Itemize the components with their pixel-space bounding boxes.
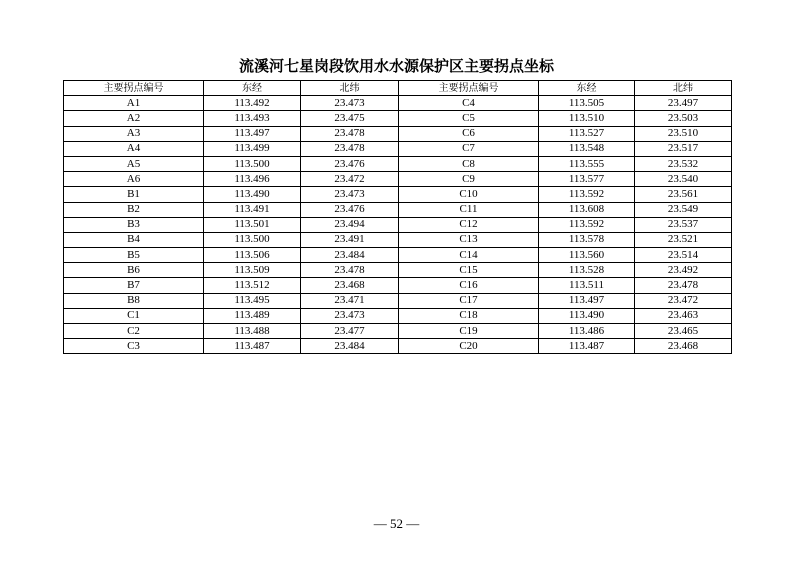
table-row — [64, 339, 732, 354]
cell-longitude-right: 113.555 — [539, 156, 635, 171]
header-latitude-right: 北纬 — [635, 81, 732, 96]
cell-point-id-right: C18 — [399, 308, 539, 323]
cell-latitude-left: 23.484 — [301, 339, 399, 354]
cell-longitude-right: 113.608 — [539, 202, 635, 217]
cell-latitude-left: 23.478 — [301, 141, 399, 156]
cell-longitude-right: 113.548 — [539, 141, 635, 156]
cell-latitude-left: 23.478 — [301, 263, 399, 278]
table-row — [64, 172, 732, 187]
cell-point-id-right: C5 — [399, 111, 539, 126]
cell-point-id-right: C7 — [399, 141, 539, 156]
cell-point-id-left: C1 — [64, 308, 204, 323]
cell-point-id-right: C16 — [399, 278, 539, 293]
cell-longitude-left: 113.496 — [204, 172, 301, 187]
page-number: — 52 — — [373, 516, 420, 531]
cell-point-id-left: B7 — [64, 278, 204, 293]
cell-point-id-left: B1 — [64, 187, 204, 202]
cell-point-id-right: C19 — [399, 324, 539, 339]
cell-longitude-left: 113.492 — [204, 96, 301, 111]
cell-longitude-left: 113.497 — [204, 126, 301, 141]
cell-longitude-right: 113.490 — [539, 308, 635, 323]
table-row — [64, 96, 732, 111]
cell-latitude-right: 23.503 — [635, 111, 732, 126]
cell-longitude-left: 113.506 — [204, 248, 301, 263]
cell-latitude-right: 23.478 — [635, 278, 732, 293]
cell-point-id-right: C20 — [399, 339, 539, 354]
cell-latitude-left: 23.472 — [301, 172, 399, 187]
header-longitude-left: 东经 — [204, 81, 301, 96]
cell-latitude-right: 23.521 — [635, 232, 732, 247]
cell-latitude-right: 23.540 — [635, 172, 732, 187]
cell-longitude-right: 113.487 — [539, 339, 635, 354]
cell-point-id-right: C15 — [399, 263, 539, 278]
cell-longitude-left: 113.488 — [204, 324, 301, 339]
cell-latitude-right: 23.514 — [635, 248, 732, 263]
cell-longitude-right: 113.527 — [539, 126, 635, 141]
cell-longitude-right: 113.592 — [539, 187, 635, 202]
cell-point-id-left: C3 — [64, 339, 204, 354]
header-longitude-right: 东经 — [539, 81, 635, 96]
cell-point-id-right: C17 — [399, 293, 539, 308]
cell-point-id-right: C9 — [399, 172, 539, 187]
cell-point-id-left: A2 — [64, 111, 204, 126]
cell-longitude-right: 113.528 — [539, 263, 635, 278]
cell-longitude-left: 113.501 — [204, 217, 301, 232]
cell-latitude-right: 23.517 — [635, 141, 732, 156]
table-header-row — [64, 81, 732, 96]
cell-point-id-left: A3 — [64, 126, 204, 141]
cell-longitude-right: 113.578 — [539, 232, 635, 247]
cell-point-id-left: B6 — [64, 263, 204, 278]
header-latitude-left: 北纬 — [301, 81, 399, 96]
cell-latitude-right: 23.537 — [635, 217, 732, 232]
cell-latitude-left: 23.484 — [301, 248, 399, 263]
cell-longitude-left: 113.512 — [204, 278, 301, 293]
cell-point-id-right: C13 — [399, 232, 539, 247]
cell-latitude-right: 23.510 — [635, 126, 732, 141]
cell-latitude-left: 23.478 — [301, 126, 399, 141]
cell-latitude-left: 23.477 — [301, 324, 399, 339]
cell-latitude-left: 23.471 — [301, 293, 399, 308]
cell-longitude-right: 113.505 — [539, 96, 635, 111]
cell-longitude-left: 113.487 — [204, 339, 301, 354]
cell-point-id-right: C11 — [399, 202, 539, 217]
cell-point-id-left: A6 — [64, 172, 204, 187]
cell-longitude-right: 113.486 — [539, 324, 635, 339]
table-row — [64, 111, 732, 126]
page-title: 流溪河七星岗段饮用水水源保护区主要拐点坐标 — [238, 57, 554, 75]
cell-longitude-left: 113.495 — [204, 293, 301, 308]
cell-longitude-left: 113.489 — [204, 308, 301, 323]
cell-latitude-left: 23.494 — [301, 217, 399, 232]
header-point-id-left: 主要拐点编号 — [64, 81, 204, 96]
table-row — [64, 293, 732, 308]
table-row — [64, 126, 732, 141]
cell-point-id-right: C12 — [399, 217, 539, 232]
header-point-id-right: 主要拐点编号 — [399, 81, 539, 96]
cell-point-id-left: A1 — [64, 96, 204, 111]
coordinates-table — [63, 80, 732, 354]
cell-point-id-left: C2 — [64, 324, 204, 339]
cell-latitude-right: 23.497 — [635, 96, 732, 111]
cell-latitude-right: 23.561 — [635, 187, 732, 202]
cell-longitude-right: 113.511 — [539, 278, 635, 293]
table-row — [64, 324, 732, 339]
cell-point-id-left: A4 — [64, 141, 204, 156]
cell-longitude-left: 113.490 — [204, 187, 301, 202]
cell-latitude-left: 23.473 — [301, 308, 399, 323]
cell-point-id-left: B4 — [64, 232, 204, 247]
cell-longitude-right: 113.577 — [539, 172, 635, 187]
cell-latitude-left: 23.473 — [301, 187, 399, 202]
cell-longitude-right: 113.560 — [539, 248, 635, 263]
cell-longitude-left: 113.500 — [204, 232, 301, 247]
cell-latitude-right: 23.465 — [635, 324, 732, 339]
cell-latitude-left: 23.476 — [301, 156, 399, 171]
table-row — [64, 248, 732, 263]
table-row — [64, 308, 732, 323]
cell-latitude-right: 23.532 — [635, 156, 732, 171]
cell-point-id-left: B5 — [64, 248, 204, 263]
cell-longitude-left: 113.499 — [204, 141, 301, 156]
cell-point-id-left: B3 — [64, 217, 204, 232]
cell-longitude-left: 113.509 — [204, 263, 301, 278]
cell-longitude-left: 113.491 — [204, 202, 301, 217]
cell-latitude-left: 23.468 — [301, 278, 399, 293]
table-row — [64, 187, 732, 202]
table-row — [64, 202, 732, 217]
table-row — [64, 141, 732, 156]
cell-latitude-left: 23.473 — [301, 96, 399, 111]
table-row — [64, 263, 732, 278]
table-row — [64, 217, 732, 232]
cell-point-id-left: B2 — [64, 202, 204, 217]
table-body — [64, 96, 732, 354]
table-row — [64, 156, 732, 171]
table-row — [64, 232, 732, 247]
cell-latitude-right: 23.472 — [635, 293, 732, 308]
cell-longitude-right: 113.497 — [539, 293, 635, 308]
cell-point-id-left: A5 — [64, 156, 204, 171]
cell-latitude-right: 23.492 — [635, 263, 732, 278]
cell-longitude-left: 113.500 — [204, 156, 301, 171]
cell-latitude-right: 23.463 — [635, 308, 732, 323]
cell-point-id-right: C14 — [399, 248, 539, 263]
cell-point-id-left: B8 — [64, 293, 204, 308]
cell-longitude-left: 113.493 — [204, 111, 301, 126]
cell-longitude-right: 113.510 — [539, 111, 635, 126]
cell-latitude-left: 23.475 — [301, 111, 399, 126]
table-row — [64, 278, 732, 293]
cell-point-id-right: C6 — [399, 126, 539, 141]
cell-latitude-left: 23.491 — [301, 232, 399, 247]
cell-latitude-right: 23.468 — [635, 339, 732, 354]
cell-point-id-right: C10 — [399, 187, 539, 202]
cell-longitude-right: 113.592 — [539, 217, 635, 232]
cell-latitude-right: 23.549 — [635, 202, 732, 217]
cell-point-id-right: C4 — [399, 96, 539, 111]
cell-latitude-left: 23.476 — [301, 202, 399, 217]
cell-point-id-right: C8 — [399, 156, 539, 171]
